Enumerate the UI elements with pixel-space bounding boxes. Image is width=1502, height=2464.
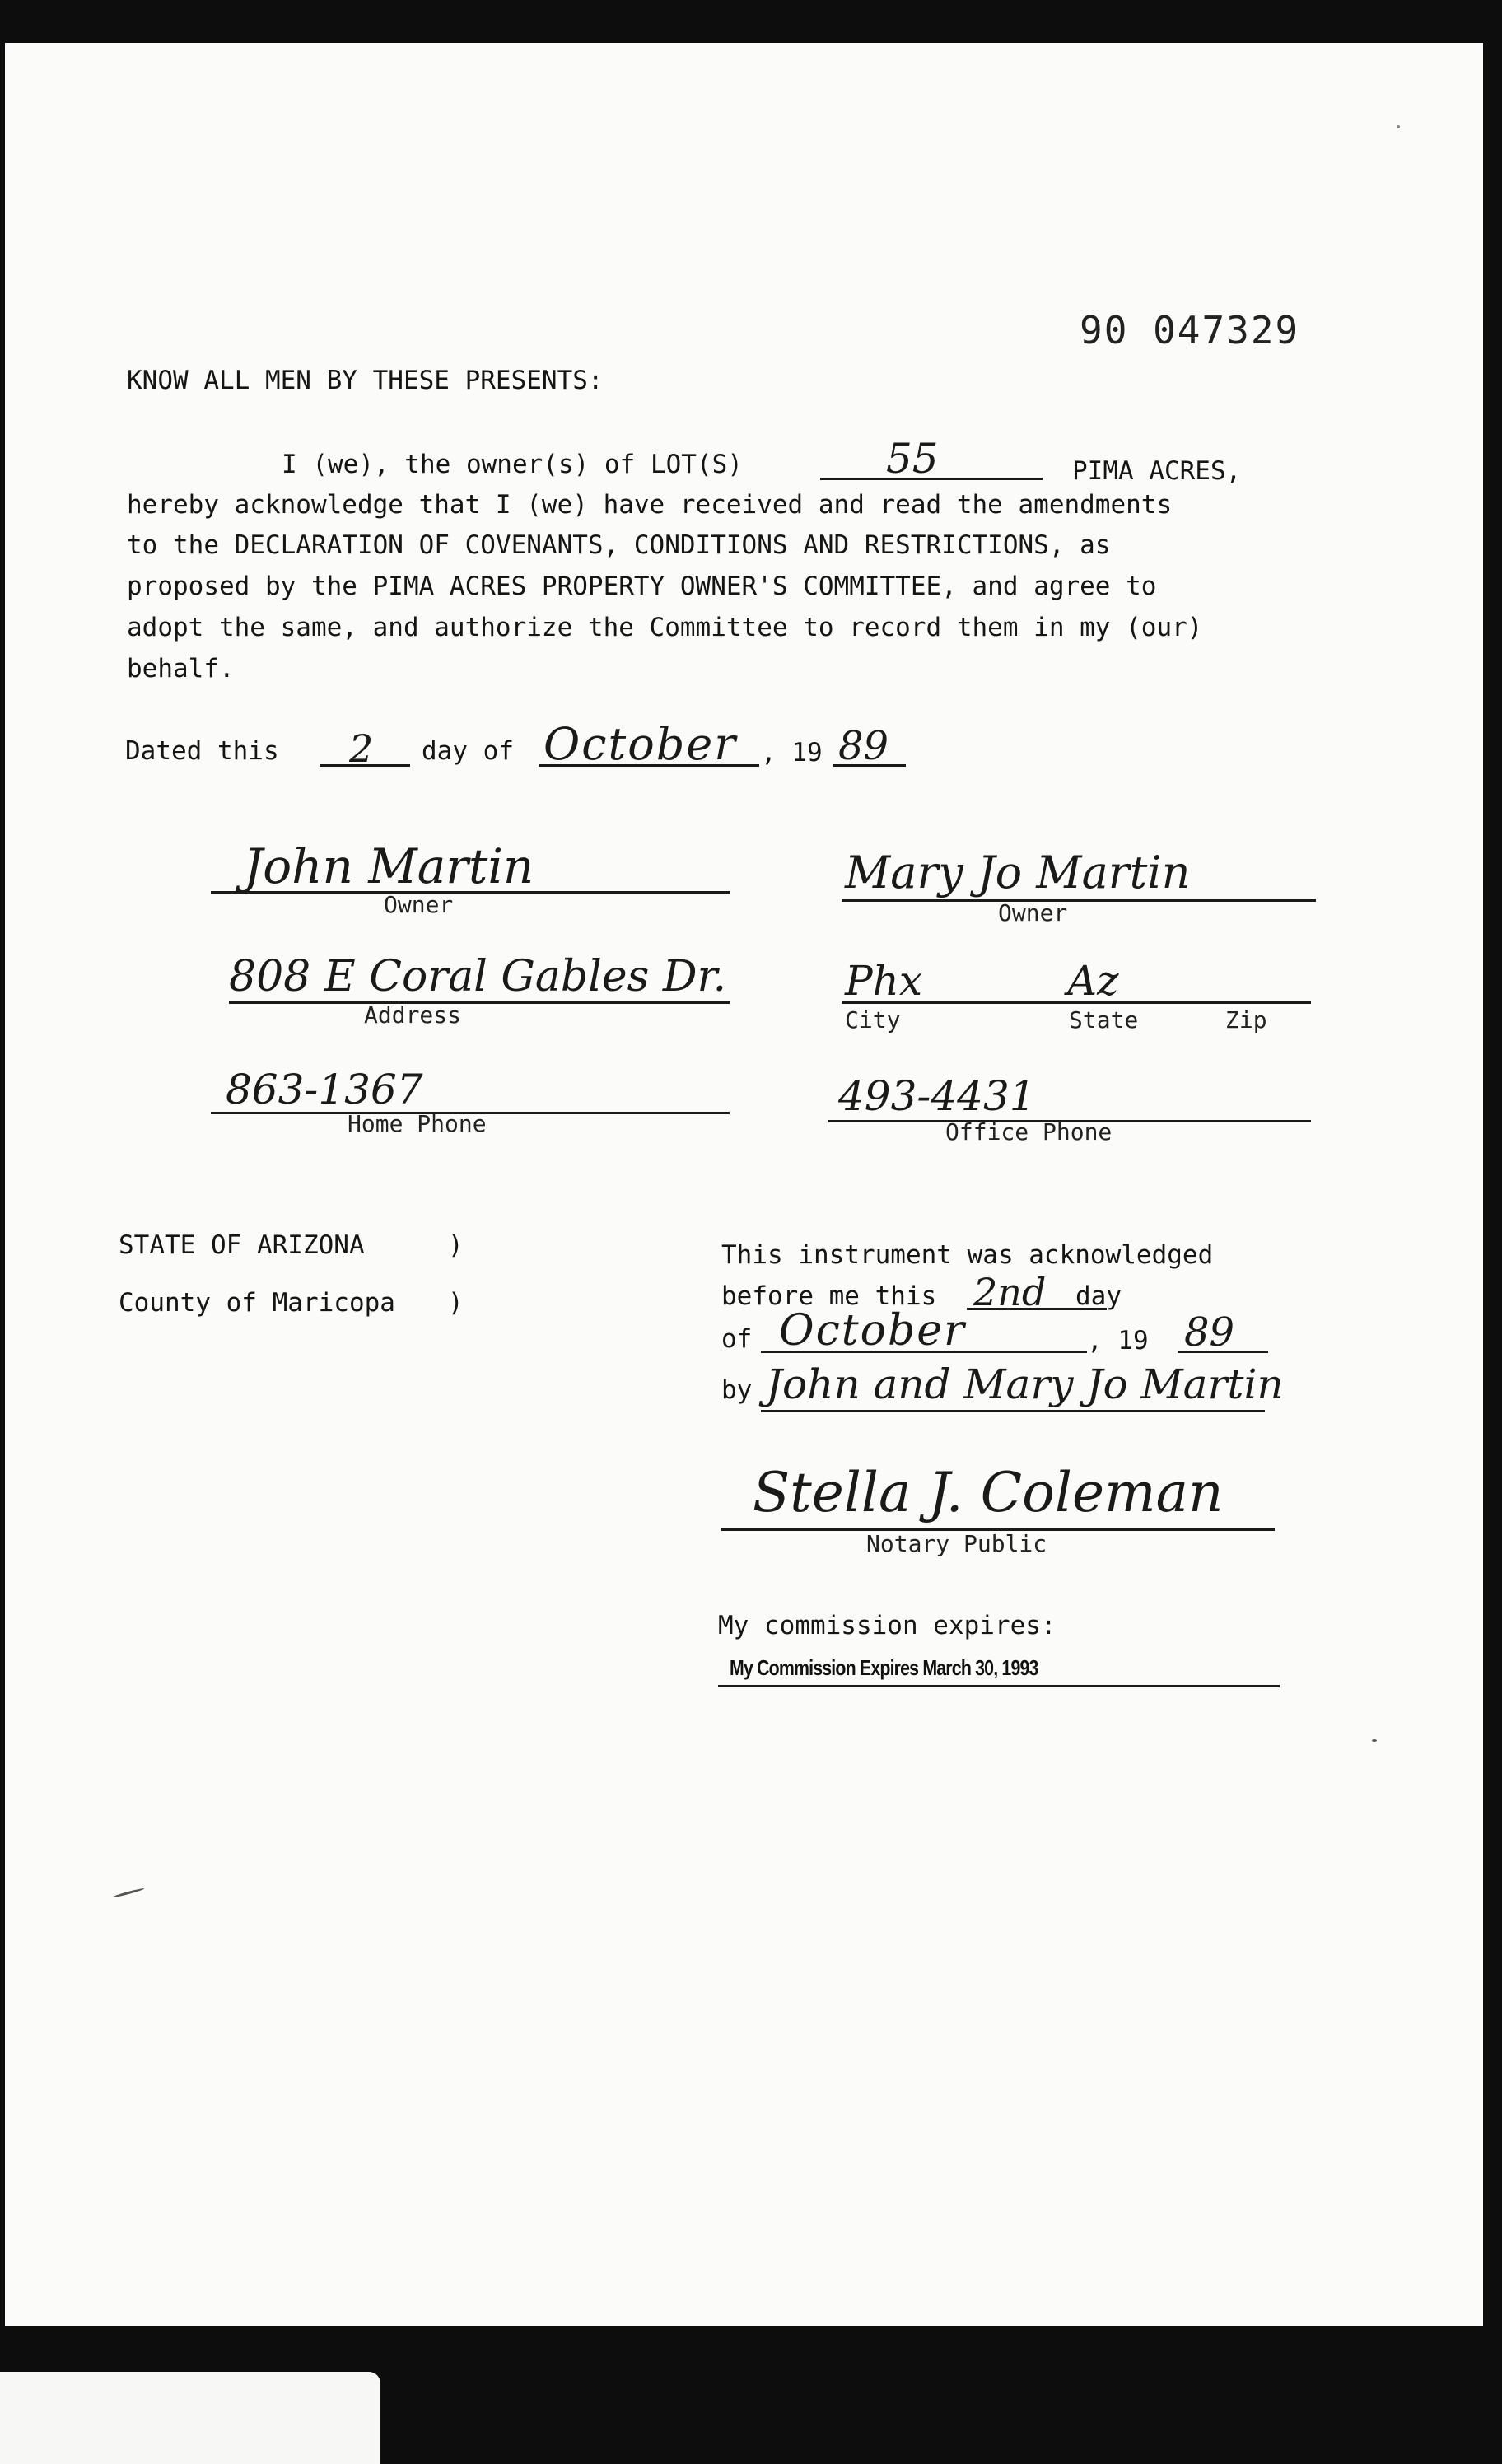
notary-signature: Stella J. Coleman [753, 1461, 1224, 1524]
para-line6: behalf. [127, 654, 235, 684]
dated-month: October [543, 718, 738, 770]
commission-underline [718, 1685, 1280, 1687]
para-line3: to the DECLARATION OF COVENANTS, CONDITIONS AND RESTRICTIONS, as [127, 530, 1111, 560]
document-number: 90 047329 [1080, 308, 1300, 352]
lot-number: 55 [886, 435, 939, 483]
commission-label: My commission expires: [718, 1611, 1057, 1640]
office-phone-value: 493-4431 [838, 1072, 1036, 1120]
address-label: Address [364, 1001, 462, 1029]
scan-label-area [0, 2372, 380, 2464]
ack-year-prefix: , 19 [1087, 1326, 1149, 1356]
venue-state-paren: ) [448, 1230, 464, 1260]
dated-prefix: Dated this [125, 736, 279, 766]
address-value: 808 E Coral Gables Dr. [229, 952, 727, 1001]
ack-line3-a: of [721, 1324, 753, 1354]
ack-line1: This instrument was acknowledged [721, 1240, 1214, 1270]
ack-line2-b: day [1075, 1281, 1122, 1311]
ack-day: 2nd [973, 1270, 1047, 1314]
owner2-label: Owner [998, 899, 1068, 926]
dated-year: 89 [838, 723, 889, 769]
para-line1-a: I (we), the owner(s) of LOT(S) [282, 450, 743, 479]
owner2-signature: Mary Jo Martin [845, 847, 1191, 898]
ack-line2-a: before me this [721, 1281, 937, 1311]
venue-county: County of Maricopa [119, 1288, 395, 1318]
notary-label: Notary Public [866, 1530, 1047, 1557]
city-value: Phx [845, 957, 923, 1005]
document-page [5, 43, 1483, 2326]
state-label: State [1069, 1006, 1139, 1034]
venue-state: STATE OF ARIZONA [119, 1230, 365, 1260]
para-line4: proposed by the PIMA ACRES PROPERTY OWNER'S COMMITTEE, and agree to [127, 572, 1157, 601]
para-line5: adopt the same, and authorize the Committee to record them in my (our) [127, 613, 1203, 642]
dated-day: 2 [349, 726, 374, 771]
owner1-label: Owner [384, 891, 454, 918]
heading: KNOW ALL MEN BY THESE PRESENTS: [127, 366, 604, 395]
para-line2: hereby acknowledge that I (we) have received and read the amendments [127, 490, 1173, 520]
commission-stamp: My Commission Expires March 30, 1993 [730, 1655, 1038, 1680]
city-label: City [845, 1006, 901, 1034]
dated-year-prefix: , 19 [761, 738, 823, 768]
ack-month: October [779, 1306, 966, 1356]
home-phone-value: 863-1367 [226, 1066, 423, 1113]
dated-mid: day of [422, 736, 514, 766]
ack-year: 89 [1184, 1309, 1235, 1356]
owner1-signature: John Martin [244, 838, 534, 894]
state-value: Az [1067, 957, 1119, 1005]
ack-by-names: John and Mary Jo Martin [766, 1360, 1284, 1408]
owner2-line [842, 899, 1316, 902]
home-phone-label: Home Phone [348, 1110, 487, 1137]
ack-line4-a: by [721, 1375, 753, 1405]
address-line [229, 1001, 730, 1004]
ack-by-underline [761, 1410, 1265, 1412]
para-line1-b: PIMA ACRES, [1072, 456, 1242, 486]
venue-county-paren: ) [448, 1288, 464, 1318]
zip-label: Zip [1225, 1006, 1267, 1034]
office-phone-label: Office Phone [945, 1118, 1113, 1146]
